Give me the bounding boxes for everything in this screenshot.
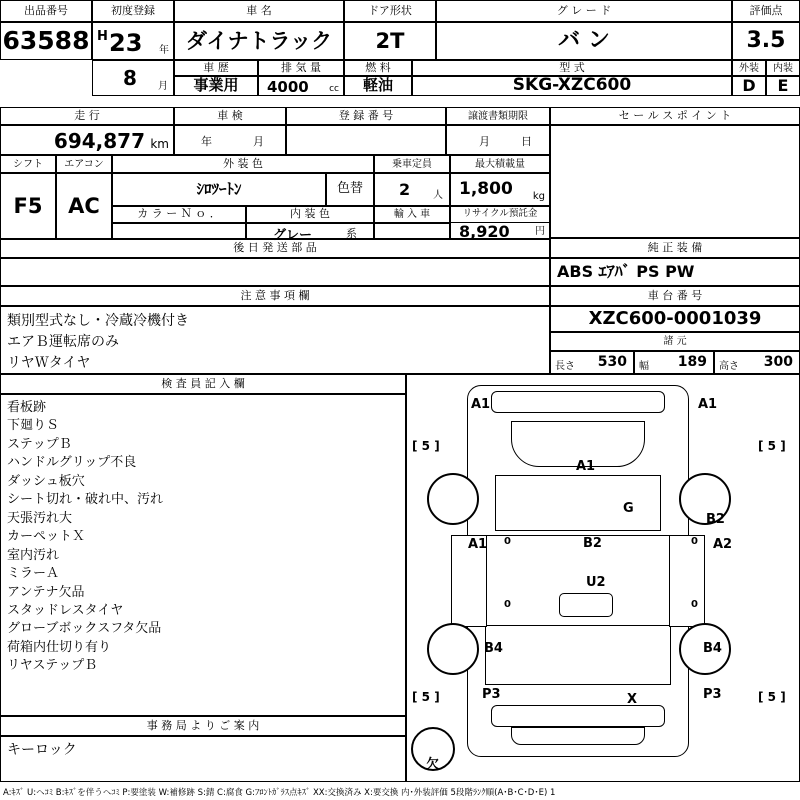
grade-label: グ レ ー ド xyxy=(436,0,732,22)
max-load-unit: kg xyxy=(532,191,545,202)
notes-line: 類別型式なし・冷蔵冷機付き xyxy=(7,313,189,329)
max-load-label: 最大積載量 xyxy=(450,155,550,173)
mark-a1-front-right: A1 xyxy=(698,397,718,412)
mark-zero-left-lower: 0 xyxy=(504,599,511,610)
mark-rl-tire: [ 5 ] xyxy=(412,690,440,704)
int-grade-value: E xyxy=(766,76,800,96)
wheel-front-left xyxy=(427,473,479,525)
ext-color-value: ｼﾛﾂｰﾄﾝ xyxy=(112,173,326,206)
mark-b4-left: B4 xyxy=(484,641,503,656)
mark-zero-right-lower: 0 xyxy=(691,599,698,610)
mark-b2-right: B2 xyxy=(706,512,725,527)
displacement-unit: cc xyxy=(329,84,339,94)
first-reg-label: 初度登録 xyxy=(92,0,174,22)
history-value: 事業用 xyxy=(174,76,258,96)
length-value: 530 xyxy=(597,354,627,370)
mark-a1-front-left: A1 xyxy=(471,397,491,412)
rear-step xyxy=(511,727,645,745)
inspector-line: グローブボックスフタ欠品 xyxy=(7,621,162,637)
ac-value: AC xyxy=(56,173,112,239)
mark-a1-hood: A1 xyxy=(576,459,596,474)
shift-label: シフト xyxy=(0,155,56,173)
shaken-cell xyxy=(174,125,286,155)
chassis-value: XZC600-0001039 xyxy=(550,306,800,332)
mark-zero-right-upper: 0 xyxy=(691,536,698,547)
notes-line: エアＢ運転席のみ xyxy=(7,334,119,350)
inspector-line: リヤステップＢ xyxy=(7,658,98,674)
rear-section xyxy=(485,625,671,685)
import-label: 輸 入 車 xyxy=(374,206,450,223)
legend-footer: A:ｷｽﾞ U:ヘｺﾐ B:ｷｽﾞを伴うヘｺﾐ P:要塗装 W:補修跡 S:錆 C:腐食 G:ﾌﾛﾝﾄｶﾞﾗｽ点ｷｽﾞ XX:交換済み X:要交換 内･外装評価 5段階ﾗﾝｸ順(A･B･C･D･E) 1 xyxy=(3,788,556,798)
first-reg-year-cell xyxy=(92,22,174,60)
color-no-label: カ ラ ー Ｎ ｏ ． xyxy=(112,206,246,223)
lot-no-value: 63588 xyxy=(0,22,92,60)
center-detail xyxy=(559,593,613,617)
mark-zero-left-upper: 0 xyxy=(504,536,511,547)
inspector-line: ミラーＡ xyxy=(7,566,60,582)
width-cell xyxy=(634,351,714,374)
wheel-rear-left xyxy=(427,623,479,675)
roof xyxy=(495,475,661,531)
first-reg-era: H xyxy=(97,29,108,44)
maker-spec-label: 諸 元 xyxy=(550,332,800,351)
max-load-value: 1,800 xyxy=(459,179,513,199)
shaken-year-unit: 年 xyxy=(201,135,212,148)
first-reg-month: 8 xyxy=(123,66,137,90)
inspector-body xyxy=(0,394,406,716)
int-color-value: グレー xyxy=(273,228,313,243)
int-color-cell xyxy=(246,223,374,243)
width-value: 189 xyxy=(677,354,707,370)
history-label: 車 歴 xyxy=(174,60,258,76)
transfer-label: 譲渡書類期限 xyxy=(446,107,550,125)
mark-a2-right-panel: A2 xyxy=(713,537,733,552)
fuel-label: 燃 料 xyxy=(344,60,412,76)
ext-grade-value: D xyxy=(732,76,766,96)
first-reg-month-cell xyxy=(92,60,174,96)
displacement-cell xyxy=(258,76,344,96)
length-cell xyxy=(550,351,634,374)
rear-bumper xyxy=(491,705,665,727)
inspector-line: 荷箱内仕切り有り xyxy=(7,639,112,655)
mileage-cell xyxy=(0,125,174,155)
genuine-equip-value: ABS ｴｱﾊﾞ PS PW xyxy=(550,258,800,286)
sales-point-label: セ ー ル ス ポ イ ン ト xyxy=(550,107,800,125)
office-body xyxy=(0,736,406,782)
color-change-label: 色替 xyxy=(326,173,374,206)
reg-no-value xyxy=(286,125,446,155)
later-ship-value xyxy=(0,258,550,286)
mark-b2-center: B2 xyxy=(583,536,602,551)
inspector-line: 天張汚れ大 xyxy=(7,510,73,526)
genuine-equip-label: 純 正 装 備 xyxy=(550,238,800,258)
max-load-cell xyxy=(450,173,550,206)
notes-title: 注 意 事 項 欄 xyxy=(0,286,550,306)
chassis-label: 車 台 番 号 xyxy=(550,286,800,306)
mark-u2-center: U2 xyxy=(586,575,606,590)
inspector-line: 看板跡 xyxy=(7,400,47,415)
type-value: SKG-XZC600 xyxy=(412,76,732,96)
mark-spare-missing: 欠 xyxy=(426,757,440,772)
inspector-line: ハンドルグリップ不良 xyxy=(7,455,137,471)
inspector-line: カーペットＸ xyxy=(7,529,86,545)
shaken-month-unit: 月 xyxy=(253,135,264,148)
inspector-line: スタッドレスタイヤ xyxy=(7,602,124,618)
displacement-label: 排 気 量 xyxy=(258,60,344,76)
mark-a1-left-panel: A1 xyxy=(468,537,488,552)
mark-p3-left: P3 xyxy=(482,687,501,702)
inspector-line: ステップＢ xyxy=(7,436,72,452)
notes-line: リヤＷタイヤ xyxy=(7,355,91,371)
mark-rr-tire: [ 5 ] xyxy=(758,690,786,704)
inspector-line: ダッシュ板穴 xyxy=(7,473,85,489)
reg-no-label: 登 録 番 号 xyxy=(286,107,446,125)
first-reg-year: 23 xyxy=(109,29,143,57)
front-bumper xyxy=(491,391,665,413)
score-value: 3.5 xyxy=(732,22,800,60)
int-grade-label: 内装 xyxy=(766,60,800,76)
fuel-value: 軽油 xyxy=(344,76,412,96)
ext-color-label: 外 装 色 xyxy=(112,155,374,173)
mileage-value: 694,877 xyxy=(53,129,145,153)
shift-value: F5 xyxy=(0,173,56,239)
right-side-panel xyxy=(669,535,705,627)
inspector-line: 室内汚れ xyxy=(7,547,60,563)
first-reg-month-unit: 月 xyxy=(158,81,168,92)
later-ship-label: 後 日 発 送 部 品 xyxy=(0,239,550,258)
transfer-day-unit: 日 xyxy=(521,135,532,148)
mileage-label: 走 行 xyxy=(0,107,174,125)
inspector-line: シート切れ・破れ中、汚れ xyxy=(7,492,164,508)
lot-no-label: 出品番号 xyxy=(0,0,92,22)
color-no-value xyxy=(112,223,246,239)
door-value: 2T xyxy=(344,22,436,60)
inspector-title: 検 査 員 記 入 欄 xyxy=(0,374,406,394)
int-color-suffix: 系 xyxy=(346,227,357,240)
seats-value: 2 xyxy=(399,180,411,199)
mark-fl-tire: [ 5 ] xyxy=(412,439,440,453)
recycle-value: 8,920 xyxy=(459,222,510,241)
int-color-label: 内 装 色 xyxy=(246,206,374,223)
score-label: 評価点 xyxy=(732,0,800,22)
mark-fr-tire: [ 5 ] xyxy=(758,439,786,453)
inspector-line: アンテナ欠品 xyxy=(7,584,85,600)
recycle-unit: 円 xyxy=(535,226,545,237)
mark-b4-right: B4 xyxy=(703,641,722,656)
ac-label: エアコン xyxy=(56,155,112,173)
model-label: 車 名 xyxy=(174,0,344,22)
mark-p3-right: P3 xyxy=(703,687,722,702)
height-label: 高さ xyxy=(719,361,739,372)
transfer-cell xyxy=(446,125,550,155)
notes-body xyxy=(0,306,550,374)
door-label: ドア形状 xyxy=(344,0,436,22)
displacement-value: 4000 xyxy=(267,78,309,96)
transfer-month-unit: 月 xyxy=(479,135,490,148)
import-value xyxy=(374,223,450,239)
width-label: 幅 xyxy=(639,361,649,372)
mark-x-rear: X xyxy=(627,692,638,707)
seats-label: 乗車定員 xyxy=(374,155,450,173)
recycle-label: リサイクル預託金 xyxy=(450,206,550,223)
grade-value: バ ン xyxy=(436,22,732,60)
inspector-line: 下廻りＳ xyxy=(7,418,60,434)
shaken-label: 車 検 xyxy=(174,107,286,125)
model-name: ダイナトラック xyxy=(174,22,344,60)
type-label: 型 式 xyxy=(412,60,732,76)
first-reg-year-unit: 年 xyxy=(159,45,169,56)
sales-point-value xyxy=(550,125,800,238)
height-cell xyxy=(714,351,800,374)
height-value: 300 xyxy=(763,354,793,370)
mileage-unit: km xyxy=(150,137,169,151)
recycle-cell xyxy=(450,206,550,239)
seats-cell xyxy=(374,173,450,206)
mark-g-windshield: G xyxy=(623,501,634,516)
office-line: キーロック xyxy=(7,742,77,758)
ext-grade-label: 外装 xyxy=(732,60,766,76)
seats-unit: 人 xyxy=(433,190,443,201)
length-label: 長さ xyxy=(555,361,575,372)
office-title: 事 務 局 よ り ご 案 内 xyxy=(0,716,406,736)
